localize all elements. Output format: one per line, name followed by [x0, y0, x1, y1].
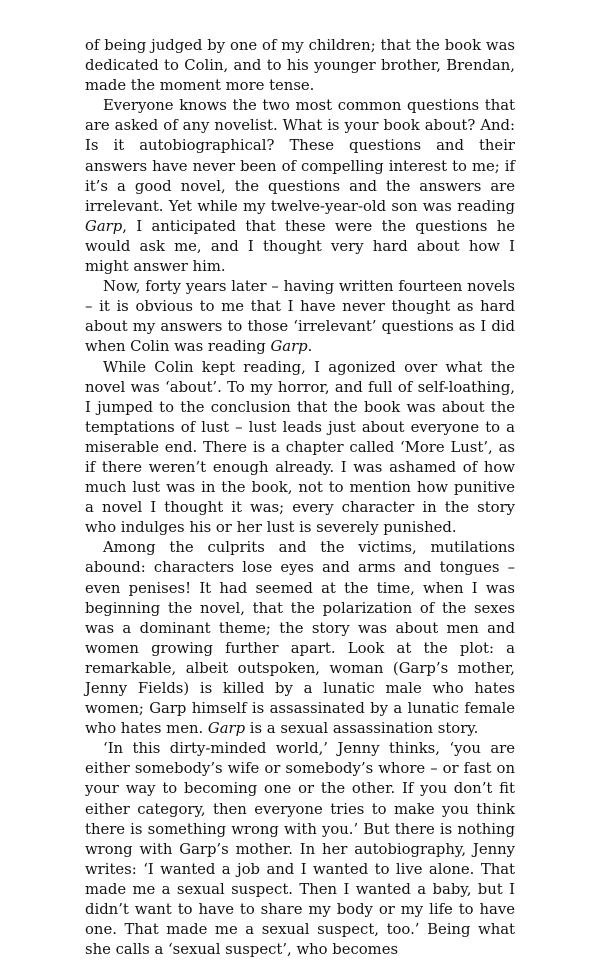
text-run: Everyone knows the two most common questions that are asked of any novelist. What is your book about? And: Is it autobiographical? These questions and their answers have never been of compelling interest to me; if it’s a good novel, the questions and the answers are irrelevant. Yet while my twelve-year-old son was reading [85, 97, 515, 215]
text-run: While Colin kept reading, I agonized over what the novel was ‘about’. To my horror, and full of self-loathing, I jumped to the conclusion that the book was about the temptations of lust – lust leads just about everyone to a miserable end. There is a chapter called ‘More Lust’, as if there weren’t enough already. I was ashamed of how much lust was in the book, not to mention how punitive a novel I thought it was; every character in the story who indulges his or her lust is severely punished. [85, 358, 515, 537]
paragraph-3 [85, 277, 515, 357]
paragraph-1 [85, 36, 515, 96]
text-run: . [307, 338, 313, 356]
text-run: Now, forty years later – having written fourteen novels – it is obvious to me that I have never thought as hard about my answers to those ‘irrelevant’ questions as I did when Colin was reading [85, 278, 515, 356]
book-page-text [85, 36, 515, 960]
text-run: ‘In this dirty-minded world,’ Jenny thinks, ‘you are either somebody’s wife or somebody’s whore – or fast on your way to becoming one or the other. If you don’t fit either category, then everyone tries to make you think there is something wrong with you.’ But there is nothing wrong with Garp’s mother. In her autobiography, Jenny writes: ‘I wanted a job and I wanted to live alone. That made me a sexual suspect. Then I wanted a baby, but I didn’t want to have to share my body or my life to have one. That made me a sexual suspect, too.’ Being what she calls a ‘sexual suspect’, who becomes [85, 740, 515, 959]
paragraph-4 [85, 358, 515, 539]
paragraph-6 [85, 739, 515, 960]
text-run: , I anticipated that these were the questions he would ask me, and I thought very hard about how I might answer him. [85, 217, 515, 276]
italic-title-run: Garp [270, 338, 308, 356]
text-run: of being judged by one of my children; that the book was dedicated to Colin, and to his younger brother, Brendan, made the moment more tense. [85, 37, 515, 95]
paragraph-5 [85, 538, 515, 739]
italic-title-run: Garp [85, 217, 123, 235]
italic-title-run: Garp [207, 720, 246, 738]
text-run: is a sexual assassination story. [245, 720, 479, 738]
text-run: Among the culprits and the victims, mutilations abound: characters lose eyes and arms and tongues – even penises! It had seemed at the time, when I was beginning the novel, that the polarization of the sexes was a dominant theme; the story was about men and women growing further apart. Look at the plot: a remarkable, albeit outspoken, woman (Garp’s mother, Jenny Fields) is killed by a lunatic male who hates women; Garp himself is assassinated by a lunatic female who hates men. [85, 539, 515, 738]
paragraph-2 [85, 96, 515, 277]
